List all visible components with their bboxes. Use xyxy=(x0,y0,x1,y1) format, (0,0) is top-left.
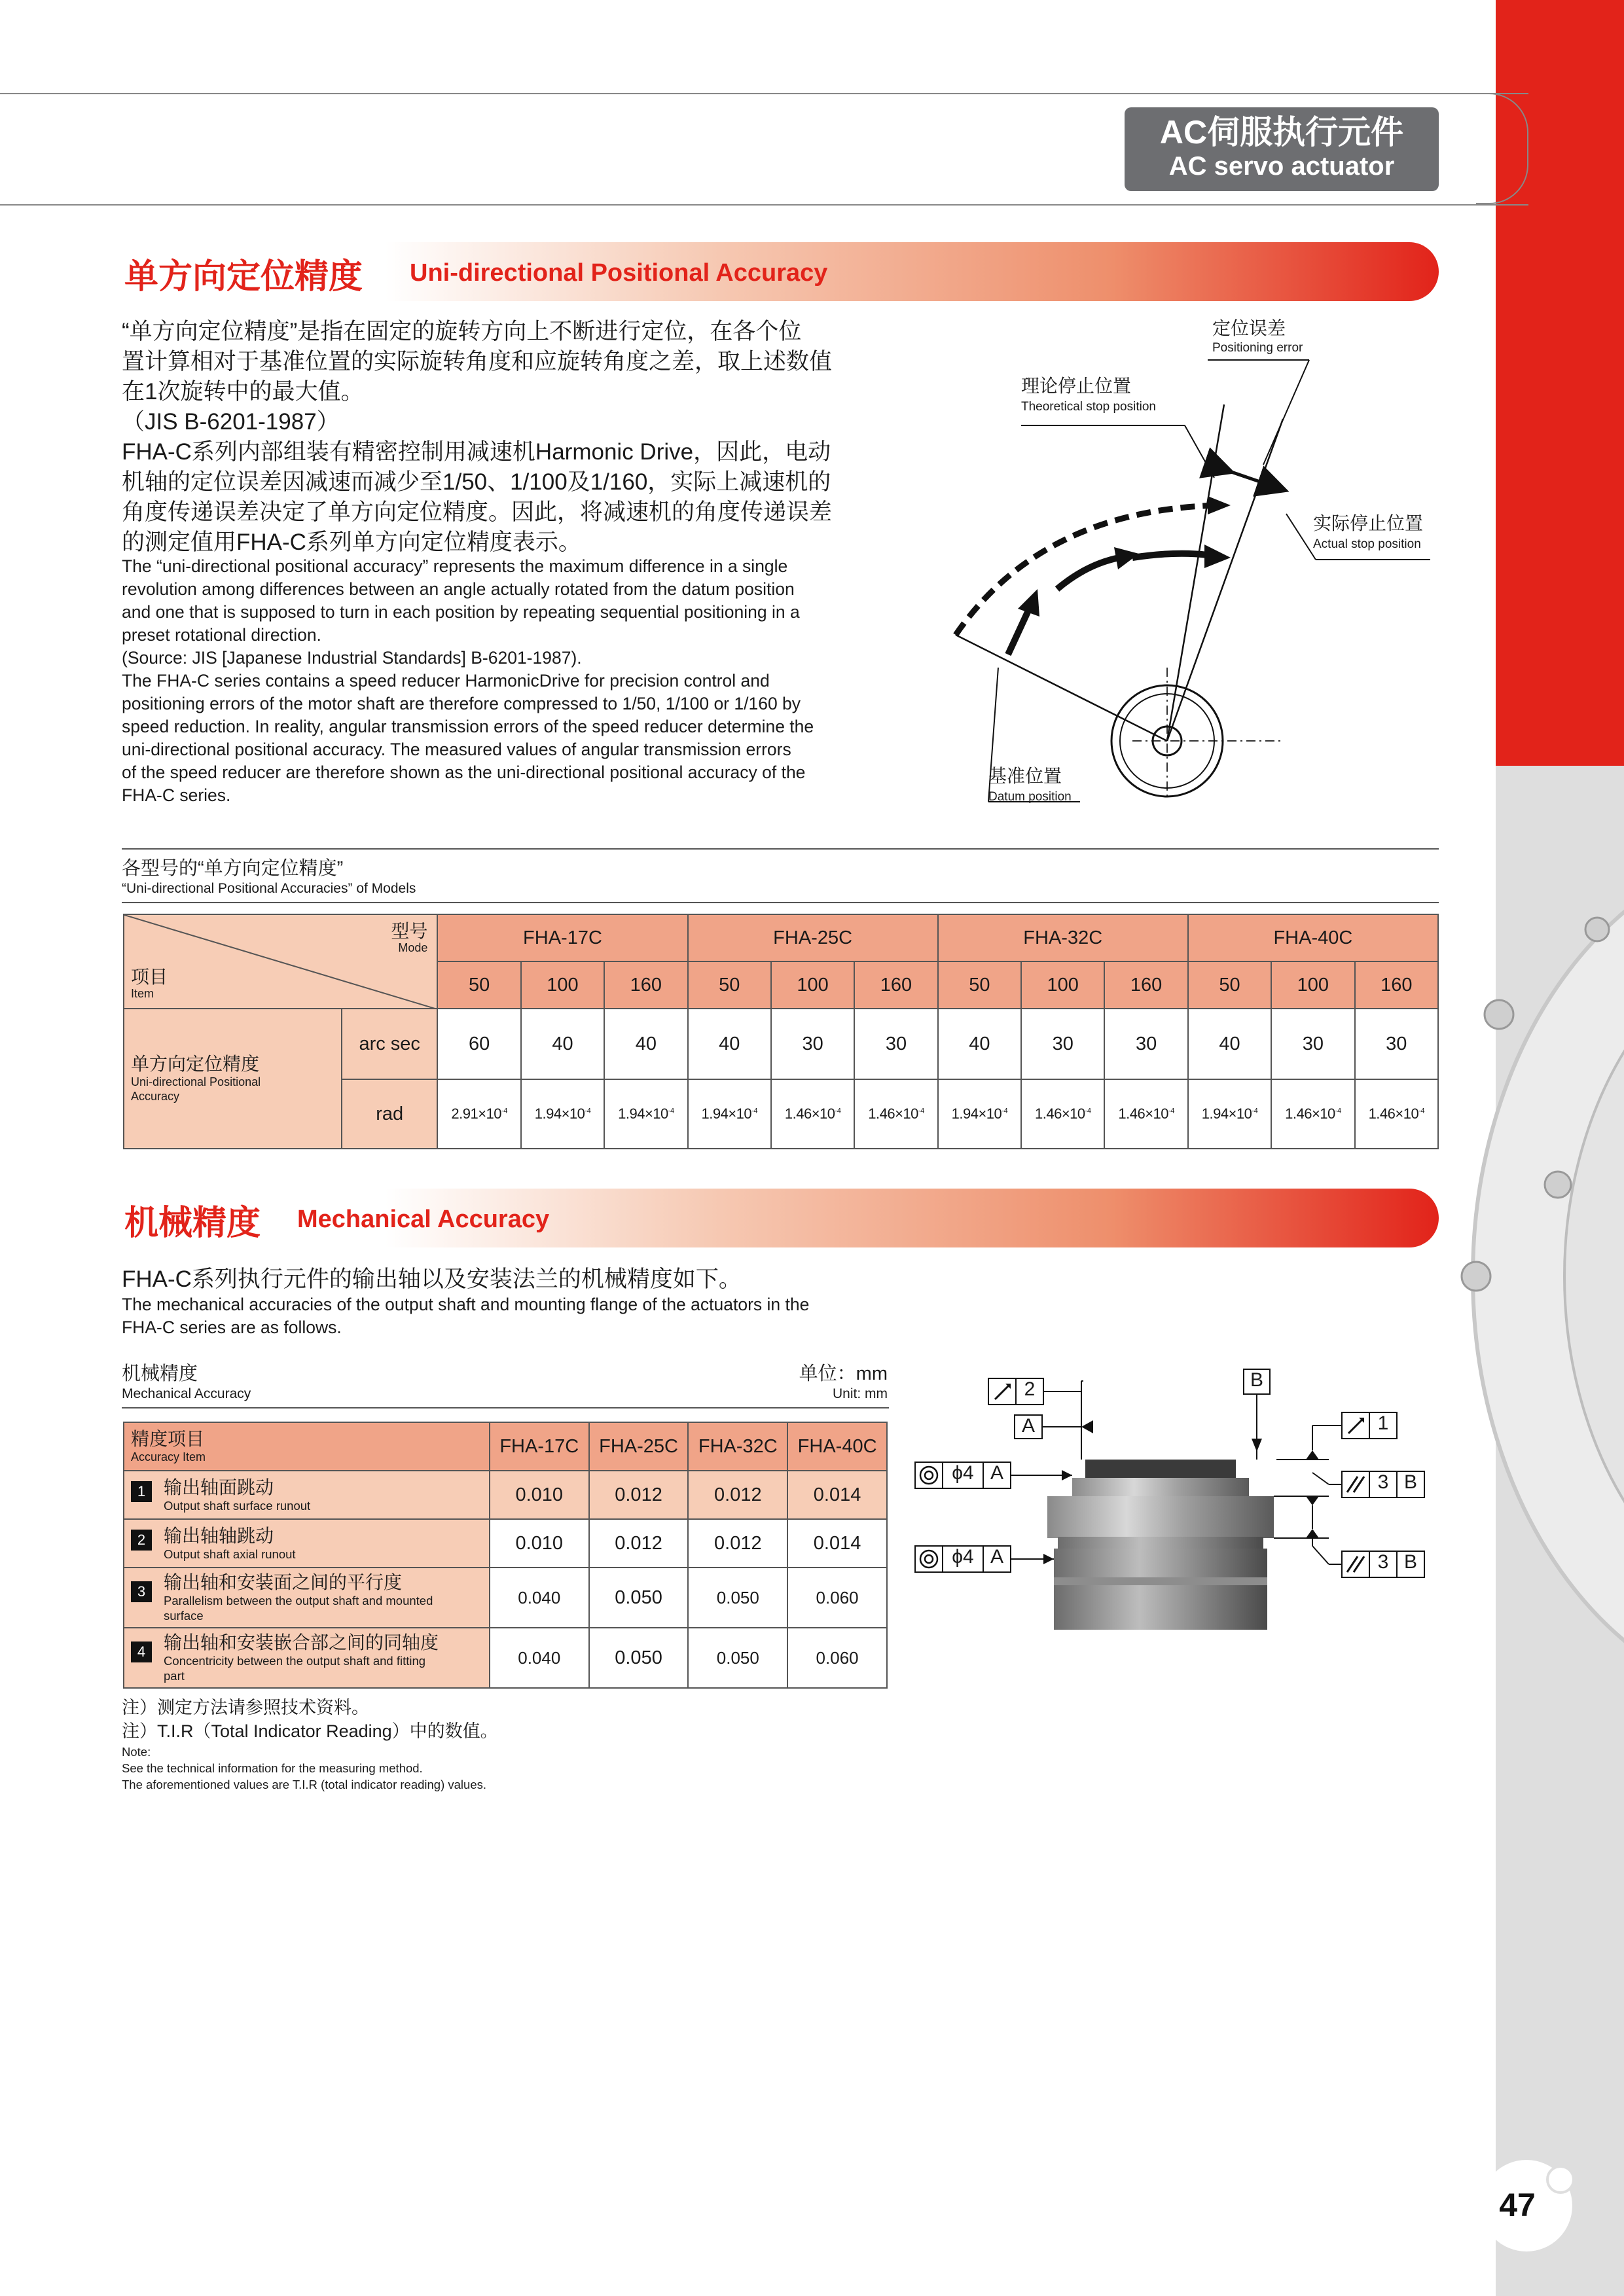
item-en: Output shaft surface runout xyxy=(164,1498,311,1513)
accuracy-value: 0.012 xyxy=(688,1519,787,1568)
para-en-line: uni-directional positional accuracy. The measured values of angular transmission errors xyxy=(122,740,791,759)
header-badge xyxy=(1125,107,1439,191)
item-en: part xyxy=(164,1669,185,1683)
datum-A-ref-lower: A xyxy=(990,1546,1003,1568)
rad-value: $1.46\times 10^{-4}$ xyxy=(771,1079,854,1149)
section1-description-cn xyxy=(122,317,894,558)
mechanical-accuracy-table xyxy=(123,1422,888,1689)
header-title-en: AC servo actuator xyxy=(1168,152,1395,181)
table1-title-en: “Uni-directional Positional Accuracies” of Models xyxy=(122,881,416,896)
row-label-en-1: Uni-directional Positional xyxy=(131,1075,261,1088)
accuracy-value: 0.014 xyxy=(787,1471,887,1519)
mode-item-header-cell xyxy=(124,914,437,1009)
datum-B-ref-upper: B xyxy=(1403,1471,1417,1493)
concentricity-phi4-lower: ϕ4 xyxy=(952,1546,974,1568)
para-cn-line: 置计算相对于基准位置的实际旋转角度和应旋转角度之差，取上述数值 xyxy=(122,349,833,374)
para-en-line: (Source: JIS [Japanese Industrial Standards] B-6201-1987). xyxy=(122,648,582,668)
model-header: FHA-17C xyxy=(437,914,687,961)
table2-title-cn: 机械精度 xyxy=(122,1363,198,1384)
datum-A-ref-upper: A xyxy=(990,1462,1003,1484)
model-header: FHA-25C xyxy=(688,914,938,961)
section1-description-en xyxy=(122,555,894,807)
table2-top-rule xyxy=(122,1407,889,1408)
arcsec-value: 40 xyxy=(688,1009,771,1079)
ratio-header: 160 xyxy=(1355,961,1438,1009)
tolerance-ref-1: 1 xyxy=(1377,1412,1389,1434)
mode-label-cn: 型号 xyxy=(391,921,428,941)
page-number-dot xyxy=(1546,2165,1575,2194)
table1-title-cn: 各型号的“单方向定位精度” xyxy=(122,858,344,879)
accuracy-value: 0.040 xyxy=(490,1628,589,1688)
item-en: Output shaft axial runout xyxy=(164,1547,296,1561)
tolerance-ref-2: 2 xyxy=(1024,1378,1036,1400)
ratio-header: 100 xyxy=(1021,961,1104,1009)
section2-title-en: Mechanical Accuracy xyxy=(297,1206,550,1233)
accuracy-value: 0.060 xyxy=(787,1568,887,1628)
rad-value: $2.91\times 10^{-4}$ xyxy=(437,1079,520,1149)
header-line-top xyxy=(0,93,1528,94)
item-cn: 输出轴和安装面之间的平行度 xyxy=(164,1572,403,1592)
accuracy-value: 0.050 xyxy=(589,1628,689,1688)
actual-stop-label-en: Actual stop position xyxy=(1313,537,1421,551)
model-header: FHA-32C xyxy=(938,914,1188,961)
row-label-cn: 单方向定位精度 xyxy=(131,1054,260,1074)
section2-title-cn: 机械精度 xyxy=(124,1204,261,1242)
section1-title-cn: 单方向定位精度 xyxy=(124,258,363,296)
rad-value: $1.46\times 10^{-4}$ xyxy=(854,1079,937,1149)
item-number-badge: 4 xyxy=(131,1641,152,1662)
rad-value: $1.94\times 10^{-4}$ xyxy=(604,1079,687,1149)
para-en-line: and one that is supposed to turn in each position by repeating sequential positioning in a xyxy=(122,602,800,622)
arcsec-value: 30 xyxy=(1104,1009,1187,1079)
tolerance-ref-3-upper: 3 xyxy=(1377,1471,1389,1493)
para-cn-line: FHA-C系列内部组装有精密控制用减速机Harmonic Drive，因此，电动 xyxy=(122,439,831,465)
item-number-badge: 3 xyxy=(131,1581,152,1602)
rad-unit-label: rad xyxy=(342,1079,437,1149)
accuracy-value: 0.050 xyxy=(688,1628,787,1688)
actual-stop-label-cn: 实际停止位置 xyxy=(1313,513,1424,533)
rad-value: $1.46\times 10^{-4}$ xyxy=(1021,1079,1104,1149)
tolerance-ref-3-lower: 3 xyxy=(1377,1551,1389,1573)
rad-value: $1.46\times 10^{-4}$ xyxy=(1271,1079,1354,1149)
header-curve xyxy=(1476,93,1528,204)
item-cn: 输出轴轴跳动 xyxy=(164,1525,274,1546)
table2-title-en: Mechanical Accuracy xyxy=(122,1386,251,1401)
model-header: FHA-32C xyxy=(688,1422,787,1471)
item-en: surface xyxy=(164,1609,204,1623)
ratio-header: 50 xyxy=(938,961,1021,1009)
rad-value: $1.94\times 10^{-4}$ xyxy=(521,1079,604,1149)
mechanical-accuracy-diagram xyxy=(910,1361,1486,1676)
table-row xyxy=(124,1471,887,1519)
para-en-line: preset rotational direction. xyxy=(122,625,321,645)
para-cn-line: 机轴的定位误差因减速而减少至1/50、1/100及1/160，实际上减速机的 xyxy=(122,469,831,495)
datum-position-label-cn: 基准位置 xyxy=(988,766,1062,786)
item-cn: 输出轴面跳动 xyxy=(164,1477,274,1498)
para-en-line: The mechanical accuracies of the output shaft and mounting flange of the actuators in the xyxy=(122,1295,810,1314)
accuracy-value: 0.040 xyxy=(490,1568,589,1628)
theoretical-stop-label-cn: 理论停止位置 xyxy=(1021,376,1132,396)
para-en-line: The FHA-C series contains a speed reducer HarmonicDrive for precision control and xyxy=(122,671,770,691)
concentricity-phi4-upper: ϕ4 xyxy=(952,1462,974,1484)
arcsec-value: 30 xyxy=(1355,1009,1438,1079)
arcsec-value: 40 xyxy=(1188,1009,1271,1079)
accuracy-value: 0.012 xyxy=(589,1519,689,1568)
arcsec-unit-label: arc sec xyxy=(342,1009,437,1079)
rad-value: $1.94\times 10^{-4}$ xyxy=(1188,1079,1271,1149)
section2-description-en xyxy=(122,1293,894,1339)
model-header: FHA-17C xyxy=(490,1422,589,1471)
rad-value: $1.46\times 10^{-4}$ xyxy=(1355,1079,1438,1149)
table2-unit-cn: 单位：mm xyxy=(799,1363,888,1384)
header-title-cn: AC伺服执行元件 xyxy=(1159,114,1404,151)
para-cn-line: “单方向定位精度”是指在固定的旋转方向上不断进行定位，在各个位 xyxy=(122,319,802,344)
header-line-bottom xyxy=(0,204,1528,206)
para-en-line: FHA-C series are as follows. xyxy=(122,1318,342,1337)
accuracy-value: 0.060 xyxy=(787,1628,887,1688)
accuracy-item-cell xyxy=(124,1471,490,1519)
rad-value: $1.46\times 10^{-4}$ xyxy=(1104,1079,1187,1149)
accuracy-item-cell xyxy=(124,1519,490,1568)
positional-accuracy-diagram xyxy=(943,314,1453,812)
para-cn-line: 的测定值用FHA-C系列单方向定位精度表示。 xyxy=(122,529,581,555)
arcsec-value: 30 xyxy=(1271,1009,1354,1079)
para-cn-line: （JIS B-6201-1987） xyxy=(122,409,340,435)
accuracy-item-cell xyxy=(124,1628,490,1688)
item-en: Concentricity between the output shaft and fitting xyxy=(164,1654,426,1668)
accuracy-value: 0.010 xyxy=(490,1519,589,1568)
datum-position-label-en: Datum position xyxy=(988,790,1072,804)
positional-accuracy-table xyxy=(123,914,1439,1149)
ratio-header: 50 xyxy=(437,961,520,1009)
arcsec-value: 40 xyxy=(604,1009,687,1079)
note-cn-1: 注）测定方法请参照技术资料。 xyxy=(122,1698,369,1717)
model-header: FHA-40C xyxy=(787,1422,887,1471)
item-label-cn: 项目 xyxy=(131,967,168,987)
table2-unit-en: Unit: mm xyxy=(833,1386,888,1401)
table1-top-rule xyxy=(122,848,1439,850)
accuracy-value: 0.050 xyxy=(589,1568,689,1628)
item-cn: 输出轴和安装嵌合部之间的同轴度 xyxy=(164,1632,439,1653)
arcsec-value: 30 xyxy=(1021,1009,1104,1079)
page-number: 47 xyxy=(1499,2187,1536,2223)
ratio-header: 50 xyxy=(1188,961,1271,1009)
accuracy-value: 0.012 xyxy=(688,1471,787,1519)
para-cn-line: 角度传递误差决定了单方向定位精度。因此，将减速机的角度传递误差 xyxy=(122,499,833,525)
ratio-header: 100 xyxy=(771,961,854,1009)
accuracy-item-cell xyxy=(124,1568,490,1628)
ratio-header: 50 xyxy=(688,961,771,1009)
table1-bottom-rule xyxy=(122,902,1439,903)
row-label-en-2: Accuracy xyxy=(131,1090,180,1103)
model-header: FHA-25C xyxy=(589,1422,689,1471)
para-cn-line: 在1次旋转中的最大值。 xyxy=(122,379,364,404)
accuracy-value: 0.014 xyxy=(787,1519,887,1568)
model-header: FHA-40C xyxy=(1188,914,1438,961)
section2-description-cn: FHA-C系列执行元件的输出轴以及安装法兰的机械精度如下。 xyxy=(122,1266,742,1292)
arcsec-value: 60 xyxy=(437,1009,520,1079)
positioning-error-label-cn: 定位误差 xyxy=(1212,318,1286,338)
accuracy-value: 0.050 xyxy=(688,1568,787,1628)
accuracy-item-header xyxy=(124,1422,490,1471)
ratio-header: 160 xyxy=(854,961,937,1009)
header-diagonal-line xyxy=(124,915,437,1009)
datum-B-label: B xyxy=(1250,1369,1263,1391)
ratio-header: 160 xyxy=(1104,961,1187,1009)
section-mechanical-title xyxy=(122,1189,1439,1247)
table-row xyxy=(124,1519,887,1568)
para-en-line: positioning errors of the motor shaft are therefore compressed to 1/50, 1/100 or 1/160 by xyxy=(122,694,801,713)
item-number-badge: 2 xyxy=(131,1530,152,1551)
accuracy-value: 0.012 xyxy=(589,1471,689,1519)
accuracy-item-header-cn: 精度项目 xyxy=(131,1429,205,1449)
para-en-line: FHA-C series. xyxy=(122,785,231,805)
rad-value: $1.94\times 10^{-4}$ xyxy=(938,1079,1021,1149)
note-en-2: The aforementioned values are T.I.R (total indicator reading) values. xyxy=(122,1778,487,1791)
mode-label-en: Mode xyxy=(398,941,428,954)
datum-A-label: A xyxy=(1021,1415,1035,1437)
arcsec-value: 40 xyxy=(938,1009,1021,1079)
positioning-error-label-en: Positioning error xyxy=(1212,341,1303,355)
para-en-line: of the speed reducer are therefore shown as the uni-directional positional accuracy of the xyxy=(122,762,806,782)
ratio-header: 100 xyxy=(1271,961,1354,1009)
arcsec-value: 40 xyxy=(521,1009,604,1079)
ratio-header: 100 xyxy=(521,961,604,1009)
item-en: Parallelism between the output shaft and mounted xyxy=(164,1594,433,1607)
section-uni-directional-title xyxy=(122,242,1439,301)
note-en-1: See the technical information for the measuring method. xyxy=(122,1761,423,1775)
item-label-en: Item xyxy=(131,987,154,1000)
arcsec-value: 30 xyxy=(854,1009,937,1079)
para-en-line: revolution among differences between an angle actually rotated from the datum position xyxy=(122,579,795,599)
row-label-cell xyxy=(124,1009,342,1149)
datum-B-ref-lower: B xyxy=(1403,1551,1417,1573)
section1-title-en: Uni-directional Positional Accuracy xyxy=(410,259,828,287)
rad-value: $1.94\times 10^{-4}$ xyxy=(688,1079,771,1149)
table-row xyxy=(124,1568,887,1628)
accuracy-item-header-en: Accuracy Item xyxy=(131,1450,206,1463)
para-en-line: speed reduction. In reality, angular transmission errors of the speed reducer determine the xyxy=(122,717,814,736)
accuracy-value: 0.010 xyxy=(490,1471,589,1519)
table-row xyxy=(124,1628,887,1688)
ratio-header: 160 xyxy=(604,961,687,1009)
note-en-0: Note: xyxy=(122,1745,151,1759)
theoretical-stop-label-en: Theoretical stop position xyxy=(1021,400,1156,414)
arcsec-value: 30 xyxy=(771,1009,854,1079)
item-number-badge: 1 xyxy=(131,1481,152,1502)
note-cn-2: 注）T.I.R（Total Indicator Reading）中的数值。 xyxy=(122,1721,498,1741)
para-en-line: The “uni-directional positional accuracy” represents the maximum difference in a single xyxy=(122,556,788,576)
